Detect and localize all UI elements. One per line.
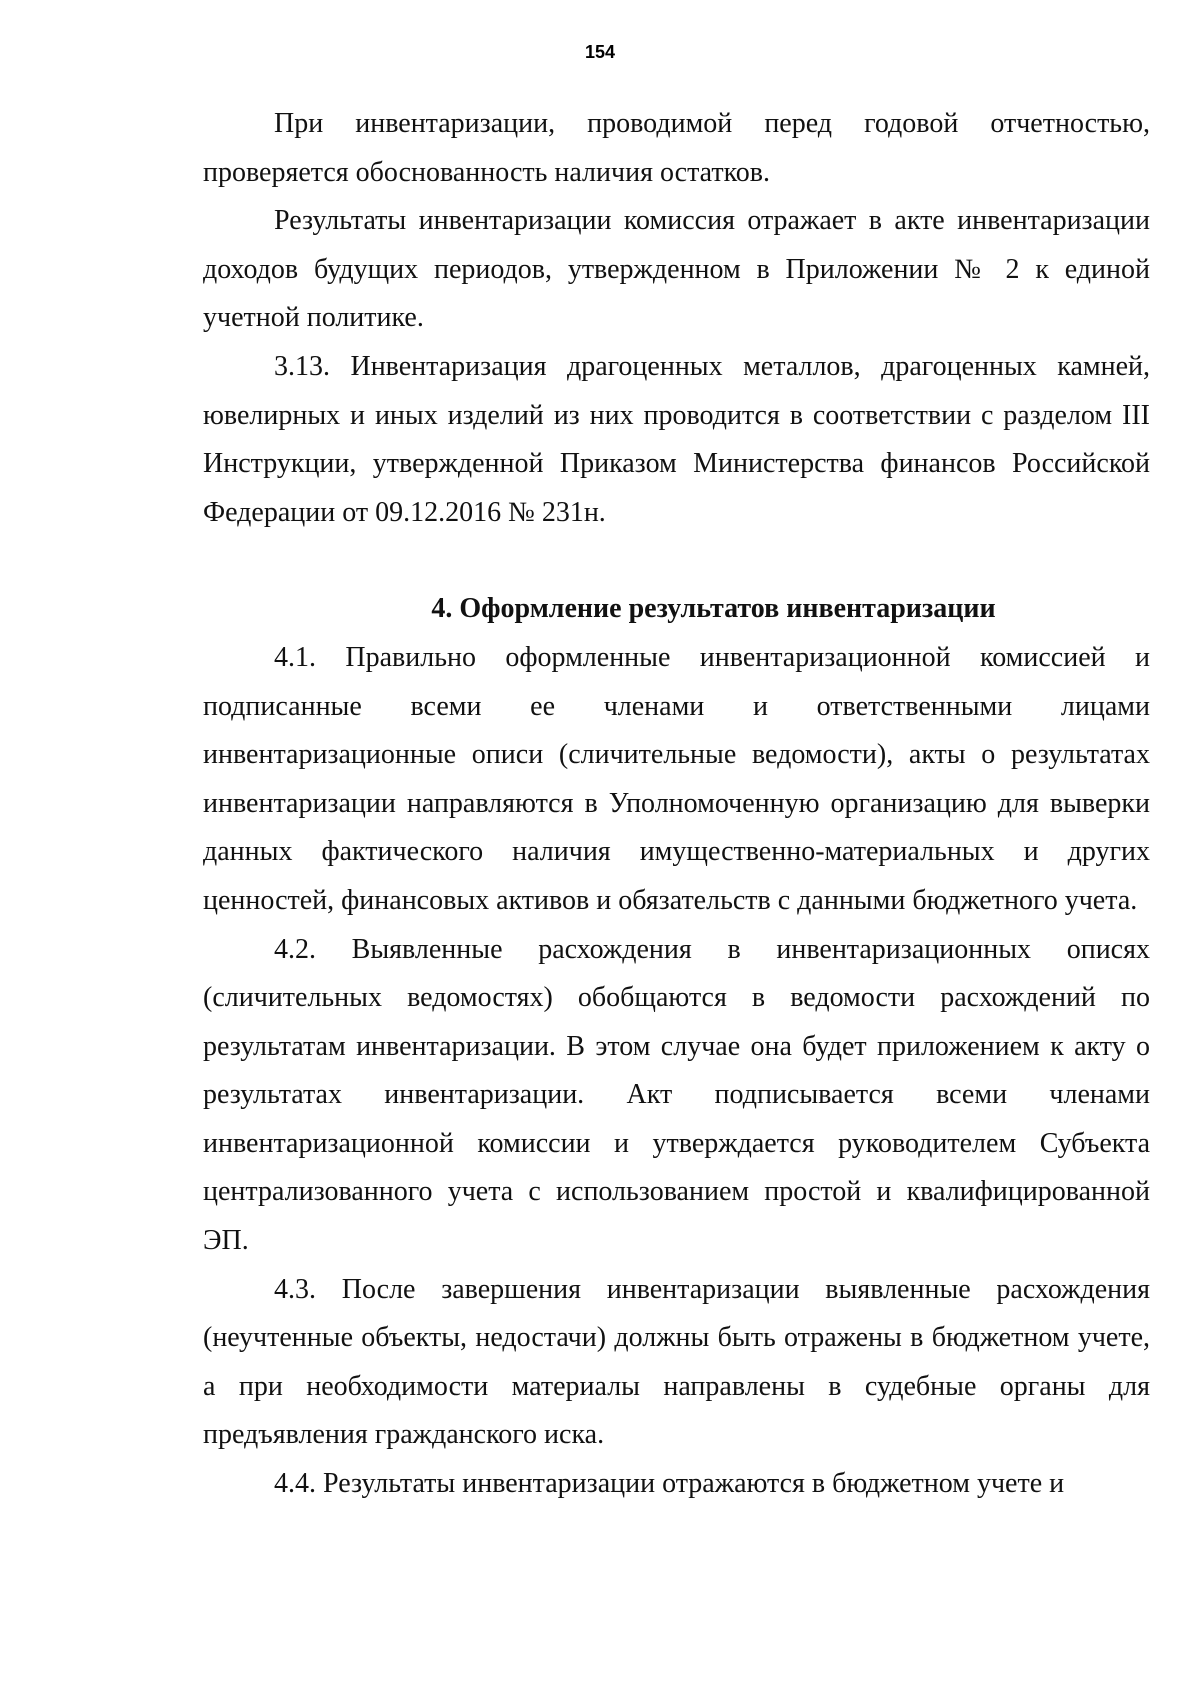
paragraph-4-3: 4.3. После завершения инвентаризации выявленные расхождения (неучтенные объекты, недостачи) должны быть отражены в бюджетном учете, а при необходимости материалы направлены в судебные органы для предъявления гражданского иска. [203,1273,1150,1451]
paragraph-4-4: 4.4. Результаты инвентаризации отражаются в бюджетном учете и [274,1468,1065,1500]
paragraph-3-13-precious-metals: 3.13. Инвентаризация драгоценных металлов, драгоценных камней, ювелирных и иных изделий из них проводится в соответствии с разделом III Инструкции, утвержденной Приказом Министерства финансов Российской Федерации от 09.12.2016 № 231н. [203,350,1150,528]
paragraph-4-1: 4.1. Правильно оформленные инвентаризационной комиссией и подписанные всеми ее членами и ответственными лицами инвентаризационные описи (сличительные ведомости), акты о результатах инвентаризации направляются в Уполномоченную организацию для выверки данных фактического наличия имущественно-материальных и других ценностей, финансовых активов и обязательств с данными бюджетного учета. [203,641,1150,916]
paragraph-4-2: 4.2. Выявленные расхождения в инвентаризационных описях (сличительных ведомостях) обобщаются в ведомости расхождений по результатам инвентаризации. В этом случае она будет приложением к акту о результатах инвентаризации. Акт подписывается всеми членами инвентаризационной комиссии и утверждается руководителем Субъекта централизованного учета с использованием простой и квалифицированной ЭП. [203,933,1150,1257]
section-heading: 4. Оформление результатов инвентаризации [431,593,996,625]
page-number: 154 [584,42,616,62]
paragraph-annual-inventory: При инвентаризации, проводимой перед годовой отчетностью, проверяется обоснованность наличия остатков. [203,108,1150,188]
paragraph-deferred-income-act: Результаты инвентаризации комиссия отражает в акте инвентаризации доходов будущих периодов, утвержденном в Приложении № 2 к единой учетной политике. [203,205,1150,334]
document-body [203,100,1150,1509]
